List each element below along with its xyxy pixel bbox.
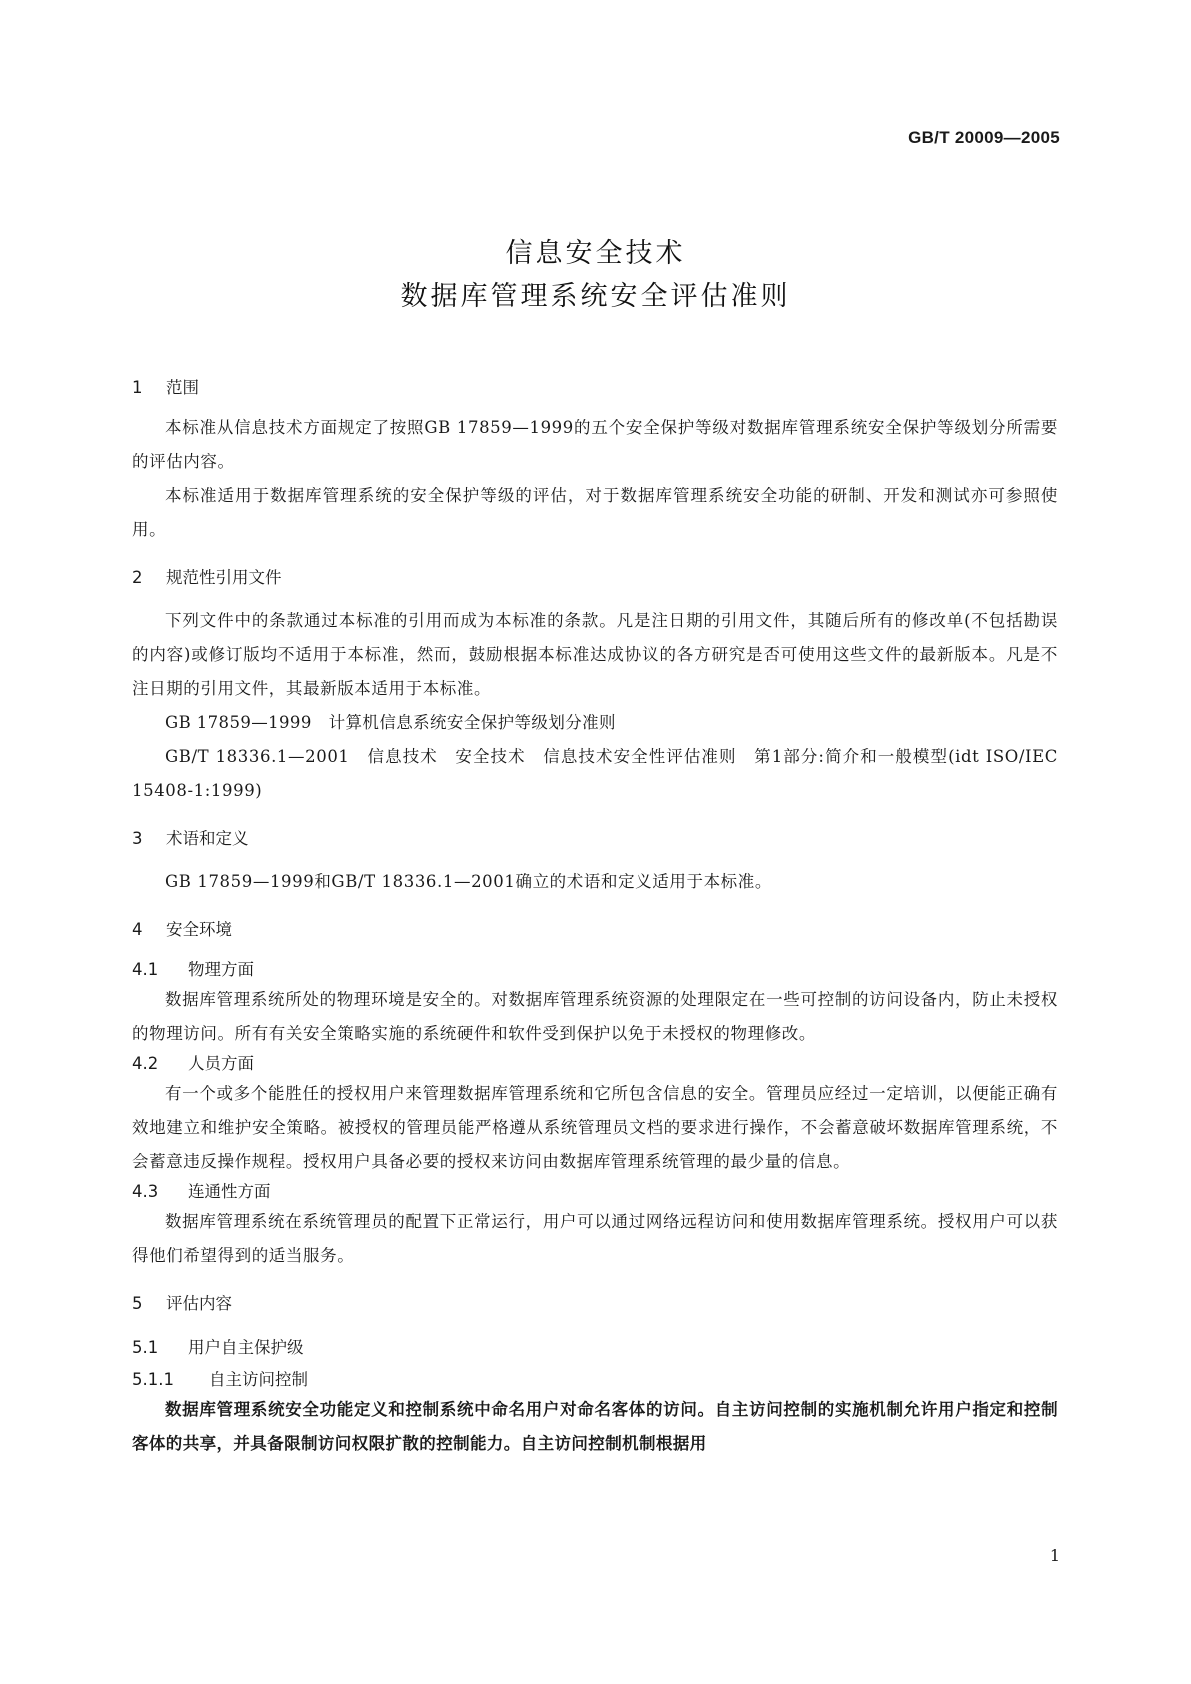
document-body <box>132 375 1058 1461</box>
page-number: 1 <box>1049 1546 1060 1565</box>
document-title-line2: 数据库管理系统安全评估准则 <box>400 281 791 312</box>
section-heading-4: 4 安全环境 <box>132 920 232 939</box>
subsection-4-3-paragraph: 数据库管理系统在系统管理员的配置下正常运行，用户可以通过网络远程访问和使用数据库管理系统。授权用户可以获得他们希望得到的适当服务。 <box>132 1212 1058 1265</box>
document-title-line1: 信息安全技术 <box>505 238 686 269</box>
section-1-paragraph-1: 本标准从信息技术方面规定了按照GB 17859—1999的五个安全保护等级对数据库管理系统安全保护等级划分所需要的评估内容。 <box>132 418 1058 471</box>
section-heading-5: 5 评估内容 <box>132 1294 232 1313</box>
reference-1: GB 17859—1999 计算机信息系统安全保护等级划分准则 <box>165 713 616 732</box>
section-heading-3: 3 术语和定义 <box>132 829 249 848</box>
subsection-5-1-1-paragraph: 数据库管理系统安全功能定义和控制系统中命名用户对命名客体的访问。自主访问控制的实施机制允许用户指定和控制客体的共享，并具备限制访问权限扩散的控制能力。自主访问控制机制根据用 <box>132 1400 1058 1453</box>
standard-code: GB/T 20009—2005 <box>908 128 1060 147</box>
subsection-heading-4-2: 4.2 人员方面 <box>132 1054 254 1073</box>
section-heading-2: 2 规范性引用文件 <box>132 568 282 587</box>
subsection-4-1-paragraph: 数据库管理系统所处的物理环境是安全的。对数据库管理系统资源的处理限定在一些可控制的访问设备内，防止未授权的物理访问。所有有关安全策略实施的系统硬件和软件受到保护以免于未授权的物理修改。 <box>132 990 1058 1043</box>
subsection-4-2-paragraph: 有一个或多个能胜任的授权用户来管理数据库管理系统和它所包含信息的安全。管理员应经过一定培训，以便能正确有效地建立和维护安全策略。被授权的管理员能严格遵从系统管理员文档的要求进行操作，不会蓄意破坏数据库管理系统，不会蓄意违反操作规程。授权用户具备必要的授权来访问由数据库管理系统管理的最少量的信息。 <box>132 1084 1058 1171</box>
reference-2: GB/T 18336.1—2001 信息技术 安全技术 信息技术安全性评估准则 第1部分:简介和一般模型(idt ISO/IEC 15408-1:1999) <box>132 747 1058 800</box>
section-1-paragraph-2: 本标准适用于数据库管理系统的安全保护等级的评估，对于数据库管理系统安全功能的研制、开发和测试亦可参照使用。 <box>132 486 1058 539</box>
subsection-heading-5-1-1: 5.1.1 自主访问控制 <box>132 1370 308 1389</box>
subsection-heading-5-1: 5.1 用户自主保护级 <box>132 1338 304 1357</box>
subsection-heading-4-3: 4.3 连通性方面 <box>132 1182 271 1201</box>
subsection-heading-4-1: 4.1 物理方面 <box>132 960 254 979</box>
section-2-paragraph-1: 下列文件中的条款通过本标准的引用而成为本标准的条款。凡是注日期的引用文件，其随后所有的修改单(不包括勘误的内容)或修订版均不适用于本标准，然而，鼓励根据本标准达成协议的各方研究是否可使用这些文件的最新版本。凡是不注日期的引用文件，其最新版本适用于本标准。 <box>132 611 1058 698</box>
section-heading-1: 1 范围 <box>132 378 199 397</box>
section-3-paragraph-1: GB 17859—1999和GB/T 18336.1—2001确立的术语和定义适用于本标准。 <box>165 872 772 891</box>
